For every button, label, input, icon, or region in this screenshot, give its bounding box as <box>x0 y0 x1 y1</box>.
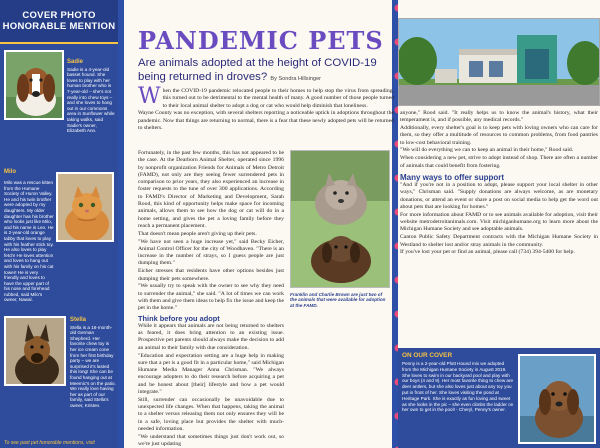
dogs-photo-caption: Franklin and Charlie Brown are just two of the animals that were available for adoption at the FAMD. <box>290 292 386 308</box>
shelter-building-photo <box>398 18 600 106</box>
penny-photo <box>518 354 596 444</box>
milo-photo <box>56 172 114 242</box>
paragraph: Fortunately, in the past few months, this has not appeared to be the case. At the Dearborn Animal Shelter, operated since 1996 by nonprofit organization Friends for Animals of Metro Detroit (FAMD), not only are they seeing fewer surrendered pets in comparison to prior years, they also experienced an increase in foster requests to the tune of over 300 applications. According to FAMD's Director of Marketing and Development, Sarah Rood, this kind of opportunity helps make space for incoming animals, allows them to see how the dog or cat will do in a home setting, and gives the pet a loving family before they reach a permanent placement. <box>138 150 284 229</box>
lead-paragraph: hen the COVID-19 pandemic relocated people to their homes to help stop the virus from spreading, this turned out to be detrimental to the mental health of many. A good number of those people turned to their local animal shelter to adopt a dog or cat who would help diminish that loneliness. <box>162 88 394 109</box>
paragraph: Additionally, every shelter's goal is to keep pets with loving owners who can care for them, so they offer a multitude of resources to common problems, from food pantries to low-cost behavioral training. <box>400 125 598 146</box>
pet-name-sadie: Sadie <box>67 59 84 65</box>
paragraph: "We understand that sometimes things just don't work out, so we're just updating <box>138 433 284 448</box>
sidebar-heading-line-2: HONORABLE MENTION <box>2 21 116 32</box>
cover-photo-sidebar <box>0 0 118 448</box>
paragraph: "We have not seen a huge increase yet," said Becky Eicher, Animal Control Officer for the city of Woodhaven. "There is an increase in the number of strays, so I guess people are just dumping them." <box>138 238 284 267</box>
sidebar-heading <box>0 0 118 44</box>
pet-text-milo: Milo was a rescue kitten from the Humane Society of Huron Valley. He and his twin brother were adopted by my daughters. My older daughter has his brother who looks just like Milo, and his name is Leo. He is 2-year-old orange tabby that loves to play with his feather stick toy. He also loves to play fetch! He loves attention and loves to hang out with his family on his cat tower! He is very friendly and loves to have the upper part of his nose and forehead rubbed, said Milo's owner, Nawal. <box>4 180 54 303</box>
sadie-photo <box>4 50 64 120</box>
dropcap: W <box>138 84 161 109</box>
paragraph: "We usually try to speak with the owner to see why they need to surrender the animal," she said. "A lot of times we can work with them and give them ideas to help fix the issue and keep the pet in the home." <box>138 283 284 312</box>
paragraph: "We will do everything we can to keep an animal in their home," Rood said. <box>400 147 574 154</box>
article-deck <box>138 56 394 86</box>
article-deck-text: Are animals adopted at the height of COVID-19 being returned in droves? <box>138 57 377 83</box>
milo-caption-left <box>4 170 44 177</box>
sidebar-heading-line-1: COVER PHOTO <box>22 10 96 21</box>
article-page <box>124 0 392 448</box>
paragraph: "Education and expectation setting are a huge help in making sure that a pet is a good fit in a particular home," said Michigan Humane Media Manager Anna Chrisman. "We always encourage adopters to do their research before acquiring a pet and be honest about [their] lifestyle and how a pet would integrate." <box>138 352 284 395</box>
dogs-photo <box>290 150 390 288</box>
paragraph: That doesn't mean people aren't giving up their pets. <box>138 230 257 237</box>
paragraph: Still, surrender can occasionally be unavoidable due to unexpected life changes. When that happens, taking the animal to a shelter versus releasing them not only ensures they will be in a safe, loving place but provides the shelter with much-needed information. <box>138 396 284 432</box>
stella-photo <box>4 316 66 386</box>
paragraph: When considering a new pet, strive to adopt instead of shop. There are often a number of animals that could benefit from fostering. <box>400 155 598 169</box>
article-title: PANDEMIC PETS <box>138 26 384 55</box>
on-our-cover-text: Penny is a 2-year-old Plott Hound mix we adopted from the Michigan Humane Society in August 2019. She loves to swim in our backyard pool and play with our boys (4 and 9). Her most favorite thing to chew are deer antlers, but she also loves just about any toy you put in front of her. She loves visiting the pond at Heritage Park. She is exactly as fun loving and sweet as she looks in the pic – she even climbs the ladder on her own to get in the pool! - Cheryl, Penny's owner. <box>402 361 514 413</box>
stella-caption <box>70 318 116 409</box>
past-mentions-note: To see past pet honorable mentions, visit <box>4 440 95 446</box>
article-byline: By Sondra Hillsinger <box>270 76 322 82</box>
paragraph: Eicher stresses that residents have other options besides just dumping their pets somewhere. <box>138 268 284 282</box>
paragraph-2: Wayne County was no exception, with several shelters reporting a noticeable uptick in adoptions throughout the pandemic. Now that things are returning to normal, there is a fear that these newly adopted pets will be returned to shelters. <box>138 110 394 131</box>
pet-name-milo: Milo <box>4 169 16 175</box>
pet-name-stella: Stella <box>70 317 87 323</box>
subhead-many-ways: Many ways to offer support <box>400 172 505 182</box>
subhead-think-before-adopt: Think before you adopt <box>138 313 220 323</box>
right-body-1 <box>400 110 598 257</box>
paragraph: For more information about FAMD or to see animals available for adoption, visit their website metrodetroitanimals.com. Visit michiganhumane.org to learn more about the Michigan Humane Society and see adoptable animals. <box>400 211 598 233</box>
sadie-caption <box>67 60 115 134</box>
paragraph: Canton Public Safety Department contracts with the Michigan Humane Society in Westland to shelter lost and/or stray animals in the community. <box>400 234 598 248</box>
article-narrow-column <box>138 150 284 448</box>
pet-text-stella: Stella is a 16-month-old German Shepherd. Her favorite chew toy is her ice cream cone from her first birthday party – we are surprised it's lasted this long! She can be found hanging out at Meemic's on the patio. We really love having her as part of our family, said Stella's owner, Kristen. <box>70 324 116 408</box>
paragraph: anyone," Rood said. "It really helps us to know the animal's history, what their temperament is, and if possible, any medical records." <box>400 110 598 124</box>
pet-text-sadie: Sadie is a 4-year-old basset hound. She loves to play with her human brother who is 7-year-old – she's not really into chew toys – and she loves to hang out in our commons area in Sunflower while taking walks, said Sadie's owner, Elizabeth Ann. <box>67 66 115 134</box>
paragraph: If you've lost your pet or find an animal, please call (734) 394-5400 for help. <box>400 249 575 256</box>
paragraph: "And if you're not in a position to adopt, please support your local shelter in other ways," Chrisman said. "Supply donations are always welcome, as are monetary donations, or attend an event or share a post on social media to help get the word out about pets that are looking for homes." <box>400 182 598 211</box>
paragraph: While it appears that animals are not being returned to shelters as feared, it does bring attention to an existing issue. Prospective pet parents should always make the decision to add an animal to their family with due consideration. <box>138 322 284 351</box>
on-our-cover-box <box>398 348 600 448</box>
right-column <box>398 0 600 448</box>
article-lead <box>138 84 394 133</box>
milo-caption <box>4 180 54 303</box>
on-our-cover-title: ON OUR COVER <box>402 352 453 359</box>
